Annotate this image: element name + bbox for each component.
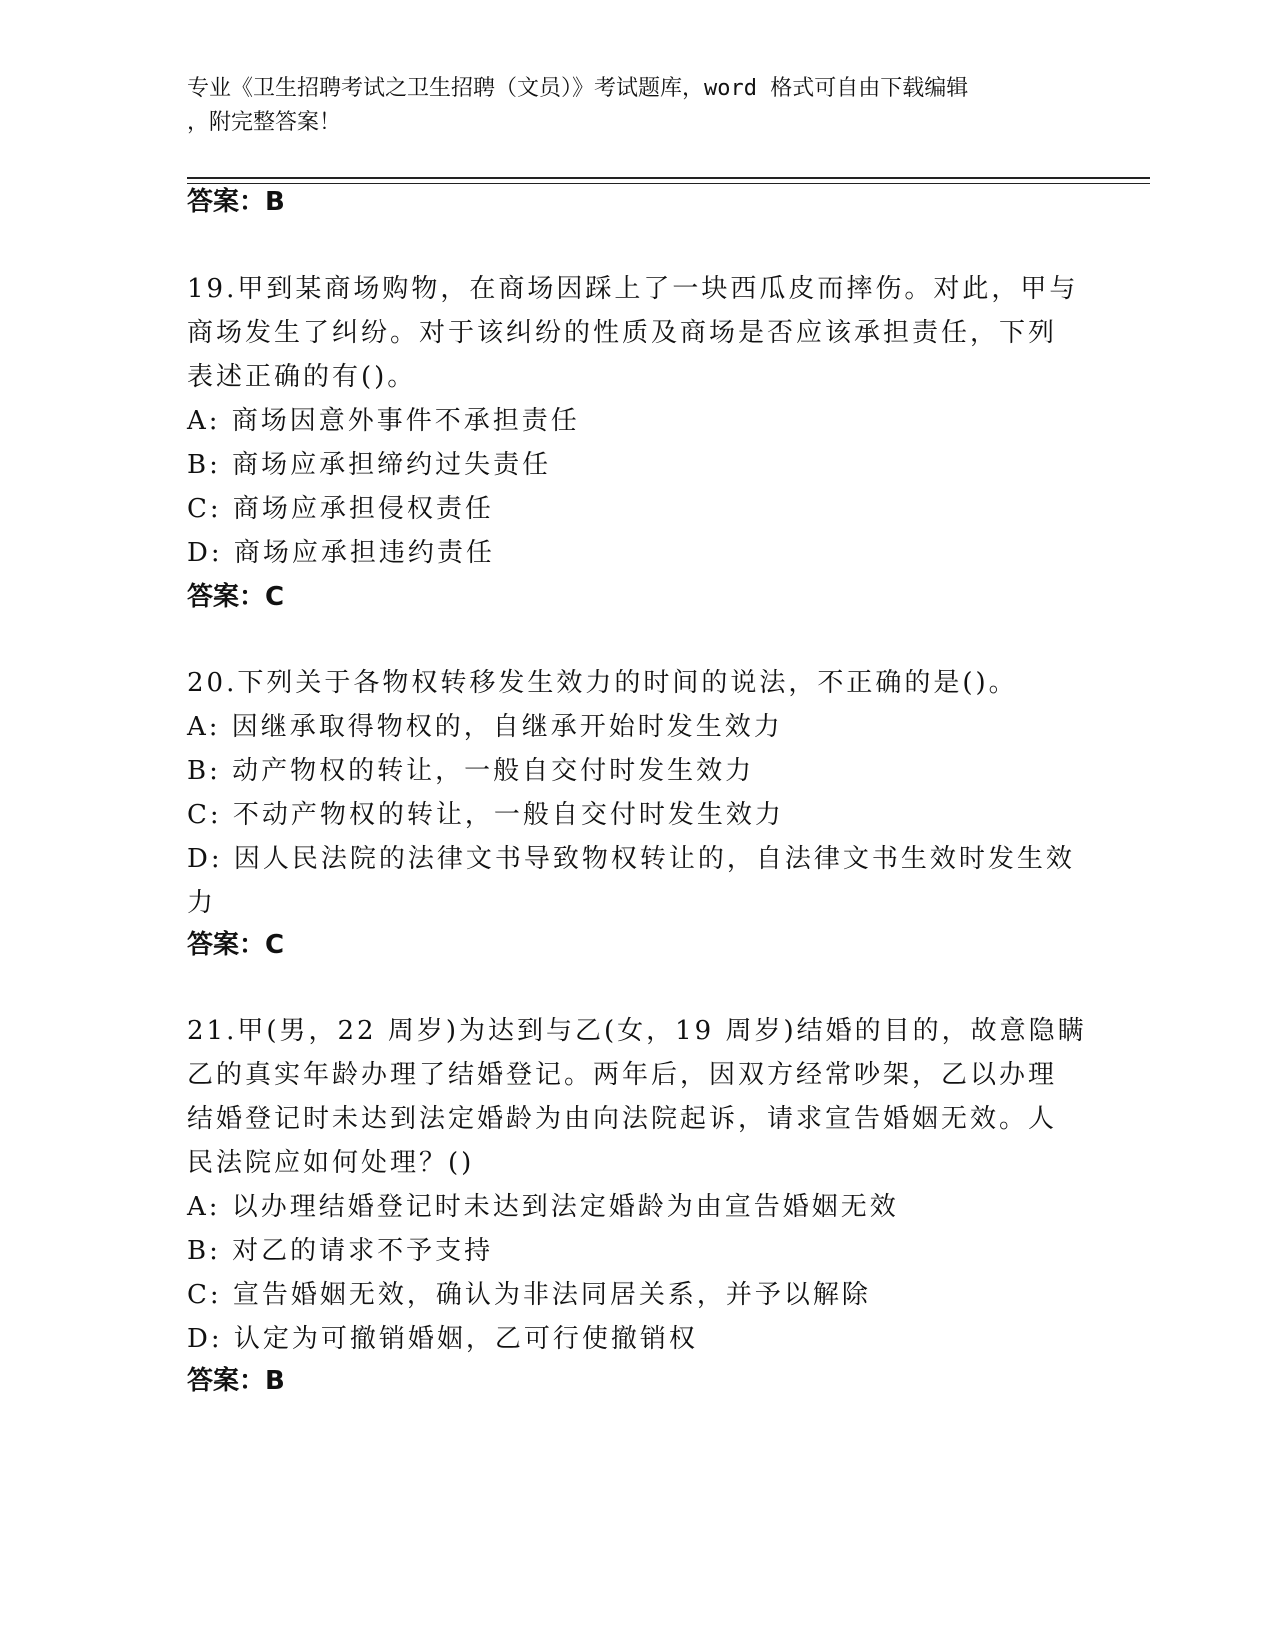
q21-stem-line-3: 结婚登记时未达到法定婚龄为由向法院起诉，请求宣告婚姻无效。人	[187, 1104, 1058, 1134]
q20-option-a: A: 因继承取得物权的，自继承开始时发生效力	[187, 712, 783, 742]
q19-option-a: A: 商场因意外事件不承担责任	[187, 406, 580, 436]
q19-option-d: D: 商场应承担违约责任	[187, 538, 495, 568]
answer-20: 答案：C	[187, 930, 285, 960]
q20-option-d: D: 因人民法院的法律文书导致物权转让的，自法律文书生效时发生效	[187, 844, 1075, 874]
q21-stem-line-4: 民法院应如何处理？()	[187, 1148, 475, 1178]
answer-19: 答案：C	[187, 582, 285, 612]
q19-option-c: C: 商场应承担侵权责任	[187, 494, 494, 524]
header-line-1: 专业《卫生招聘考试之卫生招聘（文员）》考试题库，word 格式可自由下载编辑	[187, 76, 969, 101]
q21-option-c: C: 宣告婚姻无效，确认为非法同居关系，并予以解除	[187, 1280, 871, 1310]
answer-18: 答案：B	[187, 187, 285, 217]
q21-stem-line-1: 21.甲(男，22 周岁)为达到与乙(女，19 周岁)结婚的目的，故意隐瞒	[187, 1016, 1087, 1046]
document-header	[187, 72, 1087, 140]
answer-21: 答案：B	[187, 1366, 285, 1396]
q20-option-b: B: 动产物权的转让，一般自交付时发生效力	[187, 756, 755, 786]
header-rule-thick	[187, 177, 1150, 179]
q19-option-b: B: 商场应承担缔约过失责任	[187, 450, 552, 480]
header-rule-thin	[187, 183, 1150, 184]
q21-option-b: B: 对乙的请求不予支持	[187, 1236, 494, 1266]
q21-option-d: D: 认定为可撤销婚姻，乙可行使撤销权	[187, 1324, 698, 1354]
q19-stem-line-3: 表述正确的有()。	[187, 362, 417, 392]
q19-stem-line-2: 商场发生了纠纷。对于该纠纷的性质及商场是否应该承担责任，下列	[187, 318, 1058, 348]
header-line-2: ，附完整答案！	[187, 110, 342, 135]
q20-stem-line-1: 20.下列关于各物权转移发生效力的时间的说法，不正确的是()。	[187, 668, 1018, 698]
q20-option-c: C: 不动产物权的转让，一般自交付时发生效力	[187, 800, 784, 830]
q20-option-d-continued: 力	[187, 888, 217, 918]
q21-stem-line-2: 乙的真实年龄办理了结婚登记。两年后，因双方经常吵架，乙以办理	[187, 1060, 1058, 1090]
q21-option-a: A: 以办理结婚登记时未达到法定婚龄为由宣告婚姻无效	[187, 1192, 899, 1222]
q19-stem-line-1: 19.甲到某商场购物，在商场因踩上了一块西瓜皮而摔伤。对此，甲与	[187, 274, 1079, 304]
